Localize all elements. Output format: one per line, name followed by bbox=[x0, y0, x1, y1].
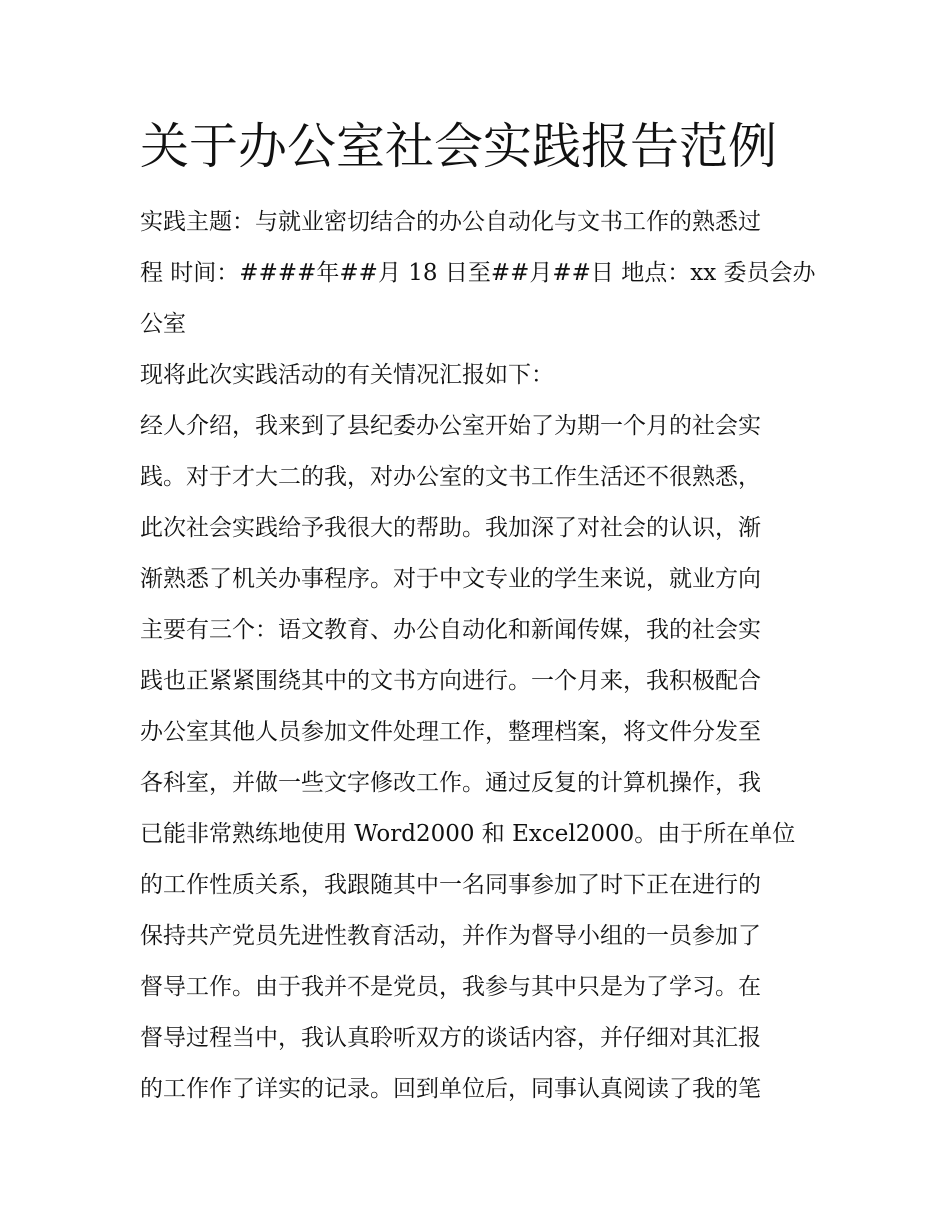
document-title: 关于办公室社会实践报告范例 bbox=[140, 118, 778, 175]
text-line: 督导过程当中，我认真聆听双方的谈话内容，并仔细对其汇报 bbox=[140, 1025, 761, 1051]
text-line: 实践主题：与就业密切结合的办公自动化与文书工作的熟悉过 bbox=[140, 209, 761, 235]
text-line: 已能非常熟练地使用 Word2000 和 Excel2000。由于所在单位 bbox=[140, 821, 796, 847]
text-line: 的工作作了详实的记录。回到单位后，同事认真阅读了我的笔 bbox=[140, 1076, 761, 1102]
text-line: 督导工作。由于我并不是党员，我参与其中只是为了学习。在 bbox=[140, 974, 761, 1000]
text-line: 经人介绍，我来到了县纪委办公室开始了为期一个月的社会实 bbox=[140, 413, 761, 439]
text-line: 公室 bbox=[140, 311, 186, 337]
text-line: 践也正紧紧围绕其中的文书方向进行。一个月来，我积极配合 bbox=[140, 668, 761, 694]
text-line: 办公室其他人员参加文件处理工作，整理档案，将文件分发至 bbox=[140, 719, 761, 745]
text-line: 程 时间：####年##月 18 日至##月##日 地点：xx 委员会办 bbox=[140, 260, 816, 286]
text-line: 此次社会实践给予我很大的帮助。我加深了对社会的认识，渐 bbox=[140, 515, 761, 541]
text-line: 的工作性质关系，我跟随其中一名同事参加了时下正在进行的 bbox=[140, 872, 761, 898]
text-line: 保持共产党员先进性教育活动，并作为督导小组的一员参加了 bbox=[140, 923, 761, 949]
text-line: 各科室，并做一些文字修改工作。通过反复的计算机操作，我 bbox=[140, 770, 761, 796]
text-line: 现将此次实践活动的有关情况汇报如下： bbox=[140, 362, 554, 388]
text-line: 主要有三个：语文教育、办公自动化和新闻传媒，我的社会实 bbox=[140, 617, 761, 643]
text-line: 践。对于才大二的我，对办公室的文书工作生活还不很熟悉， bbox=[140, 464, 761, 490]
text-line: 渐熟悉了机关办事程序。对于中文专业的学生来说，就业方向 bbox=[140, 566, 761, 592]
